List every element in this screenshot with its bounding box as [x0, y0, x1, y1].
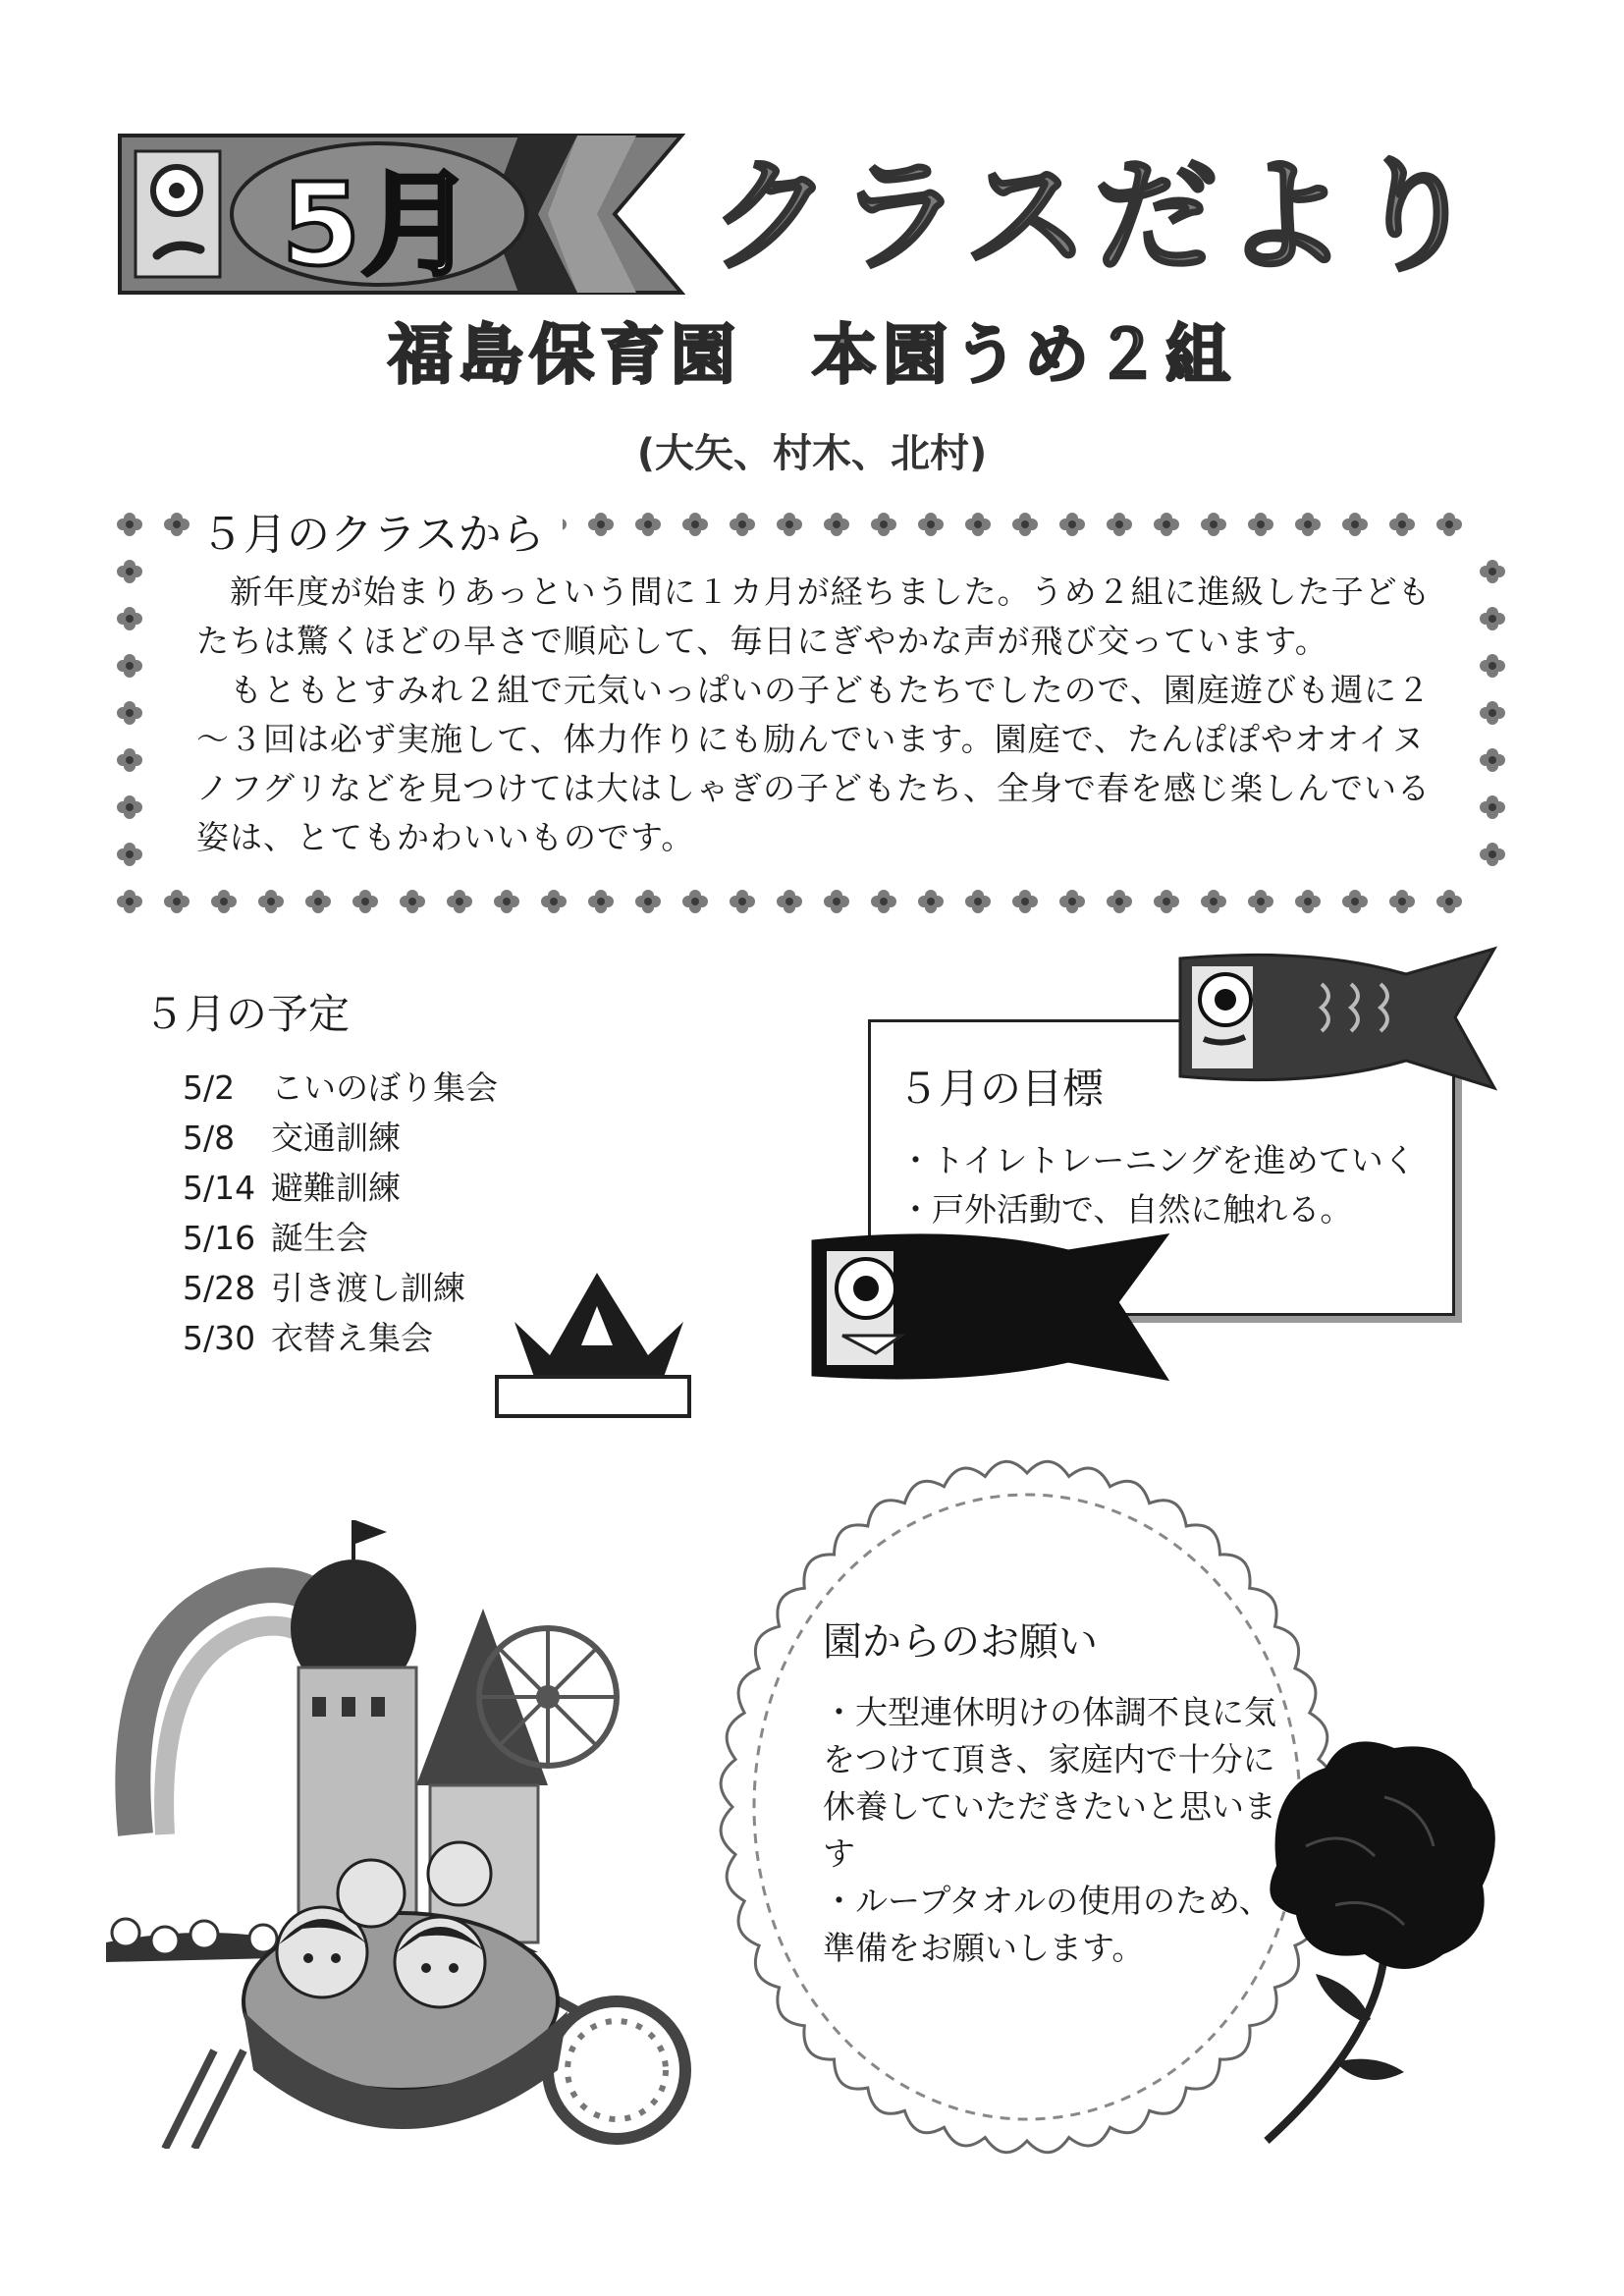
schedule-date: 5/28: [183, 1269, 256, 1307]
border-flower-icon: [494, 890, 519, 913]
schedule-item: [183, 1263, 498, 1313]
request-item: ・大型連休明けの体調不良に気をつけて頂き、家庭内で十分に休養していただきたいと思います: [823, 1693, 1276, 1873]
schedule-date: 5/30: [183, 1319, 256, 1357]
border-flower-icon: [164, 513, 189, 536]
border-flower-icon: [1201, 513, 1226, 536]
border-flower-icon: [824, 513, 849, 536]
schedule-date: 5/2: [183, 1068, 236, 1107]
schedule-heading: ５月の予定: [143, 990, 351, 1038]
border-flower-icon: [541, 890, 567, 913]
border-flower-icon: [682, 890, 708, 913]
schedule-item: [183, 1313, 498, 1363]
schedule-date: 5/8: [183, 1119, 236, 1157]
carnation-flower-icon: [1237, 1728, 1512, 2151]
amusement-park-illustration: [106, 1461, 695, 2149]
border-flower-icon: [1480, 748, 1505, 772]
schedule-event: 避難訓練: [271, 1169, 401, 1207]
border-flower-icon: [871, 890, 896, 913]
border-flower-icon: [258, 890, 284, 913]
border-flower-icon: [117, 890, 142, 913]
schedule-item: [183, 1063, 498, 1113]
border-flower-icon: [1012, 513, 1038, 536]
border-flower-icon: [1389, 513, 1415, 536]
border-flower-icon: [918, 890, 944, 913]
month-badge: 5月: [281, 159, 475, 292]
border-flower-icon: [871, 513, 896, 536]
schedule-event: 誕生会: [271, 1219, 368, 1257]
border-flower-icon: [117, 654, 142, 678]
border-flower-icon: [777, 890, 802, 913]
border-flower-icon: [164, 890, 189, 913]
border-flower-icon: [777, 513, 802, 536]
request-item: ・ループタオルの使用のため、準備をお願いします。: [823, 1882, 1272, 1967]
teacher-names: (大矢、村木、北村): [636, 431, 988, 476]
border-flower-icon: [1059, 513, 1085, 536]
border-flower-icon: [965, 890, 991, 913]
border-flower-icon: [635, 513, 661, 536]
border-flower-icon: [1201, 890, 1226, 913]
border-flower-icon: [117, 513, 142, 536]
border-flower-icon: [447, 890, 472, 913]
koinobori-carp-icon: [807, 1228, 1170, 1385]
border-flower-icon: [1480, 795, 1505, 819]
goal-item: ・トイレトレーニングを進めていく: [899, 1141, 1416, 1179]
border-flower-icon: [1480, 654, 1505, 678]
schedule-list: [183, 1063, 498, 1363]
goal-item: ・戸外活動で、自然に触れる。: [899, 1190, 1353, 1229]
schedule-item: [183, 1213, 498, 1263]
class-paragraph-1: 新年度が始まりあっという間に１カ月が経ちました。うめ２組に進級した子どもたちは驚くほどの早さで順応して、毎日にぎやかな声が飛び交っています。: [196, 573, 1432, 660]
border-flower-icon: [965, 513, 991, 536]
border-flower-icon: [211, 890, 237, 913]
border-flower-icon: [1059, 890, 1085, 913]
border-flower-icon: [1436, 513, 1462, 536]
border-flower-icon: [1012, 890, 1038, 913]
border-flower-icon: [1480, 560, 1505, 583]
border-flower-icon: [117, 701, 142, 725]
koinobori-carp-icon: [1174, 945, 1498, 1092]
schedule-item: [183, 1113, 498, 1163]
border-flower-icon: [1480, 607, 1505, 630]
border-flower-icon: [824, 890, 849, 913]
border-flower-icon: [682, 513, 708, 536]
border-flower-icon: [730, 513, 755, 536]
schedule-event: 交通訓練: [271, 1119, 401, 1157]
border-flower-icon: [117, 607, 142, 630]
border-flower-icon: [1107, 890, 1132, 913]
request-heading: 園からのお願い: [823, 1619, 1098, 1665]
border-flower-icon: [117, 748, 142, 772]
schedule-event: こいのぼり集会: [271, 1068, 498, 1107]
goals-list: [899, 1135, 1416, 1233]
border-flower-icon: [1248, 513, 1273, 536]
class-section-body: [196, 568, 1434, 862]
border-flower-icon: [588, 513, 614, 536]
border-flower-icon: [1248, 890, 1273, 913]
border-flower-icon: [1107, 513, 1132, 536]
border-flower-icon: [1436, 890, 1462, 913]
schedule-date: 5/14: [183, 1169, 256, 1207]
border-flower-icon: [588, 890, 614, 913]
border-flower-icon: [1295, 890, 1321, 913]
border-flower-icon: [1154, 513, 1179, 536]
border-flower-icon: [730, 890, 755, 913]
school-name: 福島保育園 本園うめ２組: [388, 317, 1236, 393]
schedule-event: 衣替え集会: [271, 1319, 433, 1357]
border-flower-icon: [117, 843, 142, 866]
schedule-item: [183, 1163, 498, 1213]
kabuto-helmet-icon: [491, 1267, 707, 1424]
schedule-date: 5/16: [183, 1219, 256, 1257]
border-flower-icon: [117, 560, 142, 583]
border-flower-icon: [635, 890, 661, 913]
border-flower-icon: [352, 890, 378, 913]
border-flower-icon: [1342, 513, 1368, 536]
border-flower-icon: [1295, 513, 1321, 536]
border-flower-icon: [1154, 890, 1179, 913]
page-title: クラスだより: [709, 144, 1484, 289]
border-flower-icon: [305, 890, 331, 913]
border-flower-icon: [1480, 701, 1505, 725]
request-body: [823, 1689, 1292, 1972]
border-flower-icon: [1389, 890, 1415, 913]
schedule-event: 引き渡し訓練: [271, 1269, 465, 1307]
goals-heading: ５月の目標: [897, 1065, 1105, 1113]
border-flower-icon: [918, 513, 944, 536]
border-flower-icon: [400, 890, 425, 913]
class-section-heading: ５月のクラスから: [196, 499, 563, 562]
border-flower-icon: [117, 795, 142, 819]
class-paragraph-2: もともとすみれ２組で元気いっぱいの子どもたちでしたので、園庭遊びも週に２～３回は必ず実施して、体力作りにも励んでいます。園庭で、たんぽぽやオオイヌノフグリなどを見つけては大はしゃぎの子どもたち、全身で春を感じ楽しんでいる姿は、とてもかわいいものです。: [196, 671, 1432, 856]
border-flower-icon: [1342, 890, 1368, 913]
border-flower-icon: [1480, 843, 1505, 866]
